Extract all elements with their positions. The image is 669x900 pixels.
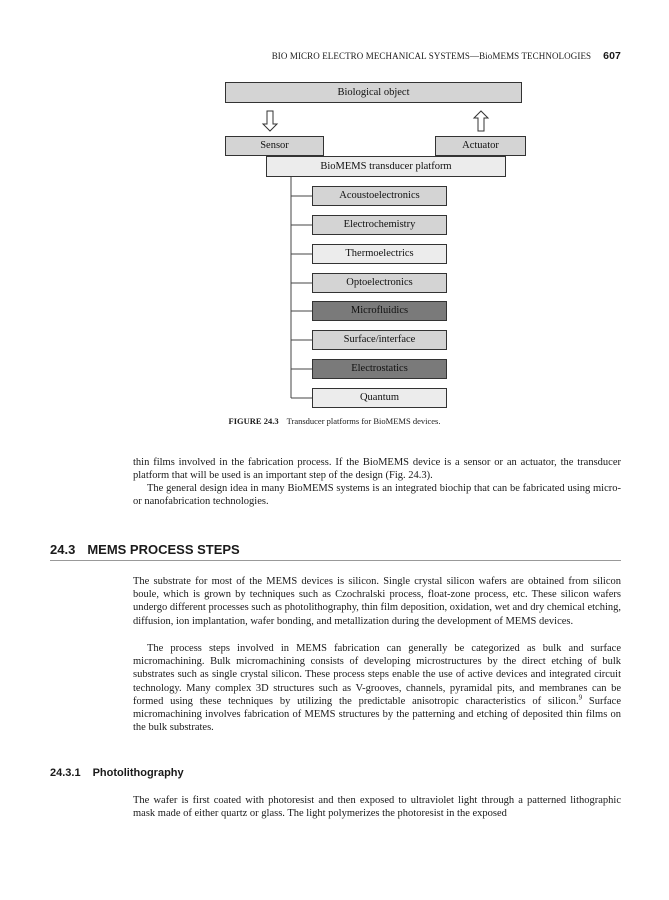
running-title: BIO MICRO ELECTRO MECHANICAL SYSTEMS—BioMEMS TECHNOLOGIES bbox=[271, 51, 592, 61]
biological-object-box: Biological object bbox=[225, 82, 522, 103]
figure-caption bbox=[0, 416, 669, 426]
section-title: MEMS PROCESS STEPS bbox=[87, 542, 240, 557]
subsection-number: 24.3.1 bbox=[50, 767, 81, 779]
subsection-title: Photolithography bbox=[92, 767, 184, 779]
up-arrow-icon bbox=[474, 111, 488, 131]
platform-item: Acoustoelectronics bbox=[312, 186, 447, 206]
down-arrow-icon bbox=[263, 111, 277, 131]
figure-diagram-lines bbox=[0, 0, 669, 420]
paragraph: The substrate for most of the MEMS devices is silicon. Single crystal silicon wafers are obtained from silicon boule, which is grown by techniques such as Czochralski process, float-zone process, etc. These silicon wafers undergo different processes such as photolithography, thin film deposition, oxidation, wet and dry chemical etching, diffusion, ion implantation, wafer bonding, and metallization during the development of MEMS devices. bbox=[133, 576, 621, 627]
page-number: 607 bbox=[603, 50, 621, 62]
platform-item: Quantum bbox=[312, 388, 447, 408]
paragraph: thin films involved in the fabrication process. If the BioMEMS device is a sensor or an actuator, the transducer platform that will be used is an important step of the design (Fig. 24.3). bbox=[133, 457, 621, 482]
figure-caption-text: Transducer platforms for BioMEMS devices. bbox=[286, 416, 441, 426]
platform-item: Microfluidics bbox=[312, 301, 447, 321]
platform-item: Electrochemistry bbox=[312, 215, 447, 235]
paragraph: The wafer is first coated with photoresist and then exposed to ultraviolet light through a patterned lithographic mask made of either quartz or glass. The light polymerizes the photoresist in the exposed bbox=[133, 795, 621, 820]
platform-item: Thermoelectrics bbox=[312, 244, 447, 264]
platform-item: Electrostatics bbox=[312, 359, 447, 379]
transducer-platform-box: BioMEMS transducer platform bbox=[266, 156, 506, 177]
platform-item: Optoelectronics bbox=[312, 273, 447, 293]
paragraph: The general design idea in many BioMEMS systems is an integrated biochip that can be fabricated using micro- or nanofabrication technologies. bbox=[133, 483, 621, 508]
sensor-box: Sensor bbox=[225, 136, 324, 156]
paragraph: The process steps involved in MEMS fabrication can generally be categorized as bulk and surface micromachining. Bulk micromachining consists of developing microstructures by the direct etching of bulk substrates such as single crystal silicon. These process steps enable the use of active devices and integrated circuit technology. Many complex 3D structures such as V-grooves, channels, pyramidal pits, and membranes can be formed using these techniques by utilizing the predictable anisotropic characteristics of silicon.$^9$ Surface micromachining involves fabrication of MEMS structures by the patterning and etching of deposited thin films on the bulk substrates. bbox=[133, 643, 621, 734]
section-heading bbox=[50, 542, 621, 561]
figure-caption-label: FIGURE 24.3 bbox=[228, 416, 279, 426]
reference-superscript: 9 bbox=[578, 693, 583, 702]
section-number: 24.3 bbox=[50, 542, 76, 557]
platform-item: Surface/interface bbox=[312, 330, 447, 350]
subsection-heading bbox=[50, 767, 184, 779]
actuator-box: Actuator bbox=[435, 136, 526, 156]
